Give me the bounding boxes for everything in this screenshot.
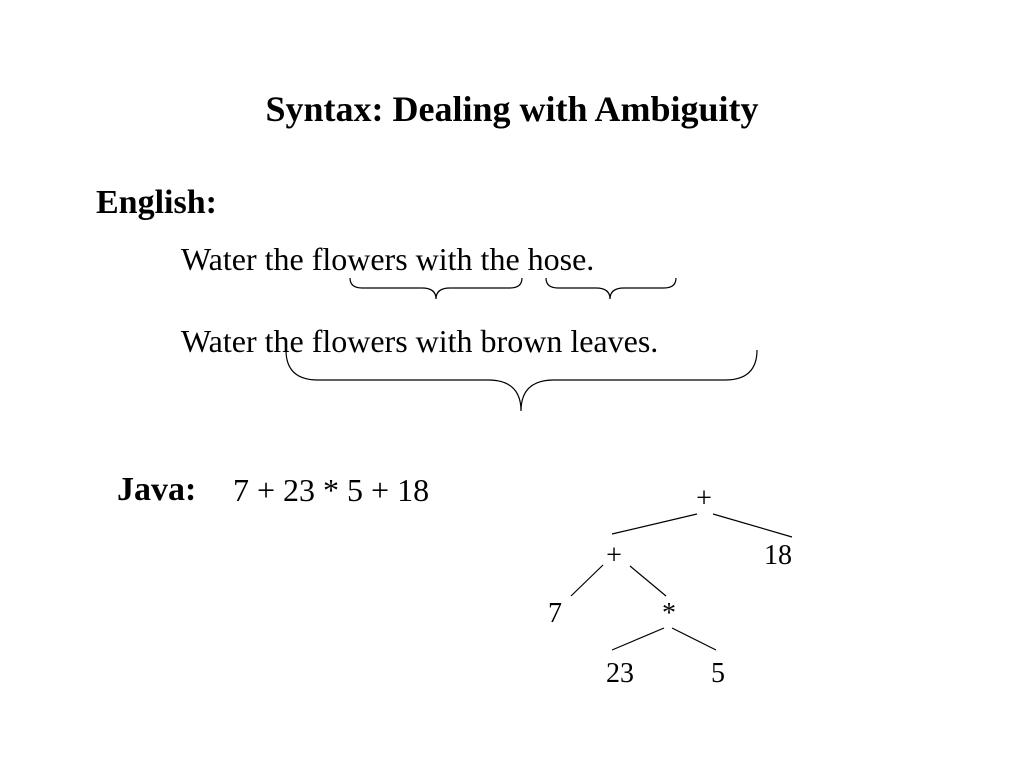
- edge-times-to-23: [612, 628, 664, 650]
- english-heading: English:: [96, 184, 217, 221]
- parse-tree-edges: [571, 514, 792, 650]
- edge-root-to-plus: [612, 514, 697, 534]
- tree-node-times: *: [662, 598, 676, 629]
- english-sentence-hose: Water the flowers with the hose.: [181, 241, 595, 277]
- brace-flowers-with: [350, 278, 522, 299]
- java-expression: 7 + 23 * 5 + 18: [233, 472, 430, 508]
- slide-title: Syntax: Dealing with Ambiguity: [265, 89, 759, 129]
- edge-root-to-18: [713, 514, 792, 537]
- tree-node-plus: +: [606, 540, 622, 571]
- edge-plus-to-times: [630, 566, 666, 596]
- english-sentence-leaves: Water the flowers with brown leaves.: [181, 323, 659, 359]
- brace-the-hose: [546, 278, 676, 299]
- tree-node-root-plus: +: [696, 483, 712, 514]
- tree-node-23: 23: [606, 658, 634, 689]
- tree-node-18: 18: [764, 540, 792, 571]
- edge-plus-to-7: [571, 565, 603, 596]
- tree-node-7: 7: [548, 598, 562, 629]
- tree-node-5: 5: [711, 658, 725, 689]
- brace-whole-phrase: [286, 350, 757, 411]
- edge-times-to-5: [672, 628, 716, 650]
- java-heading: Java:: [117, 471, 197, 508]
